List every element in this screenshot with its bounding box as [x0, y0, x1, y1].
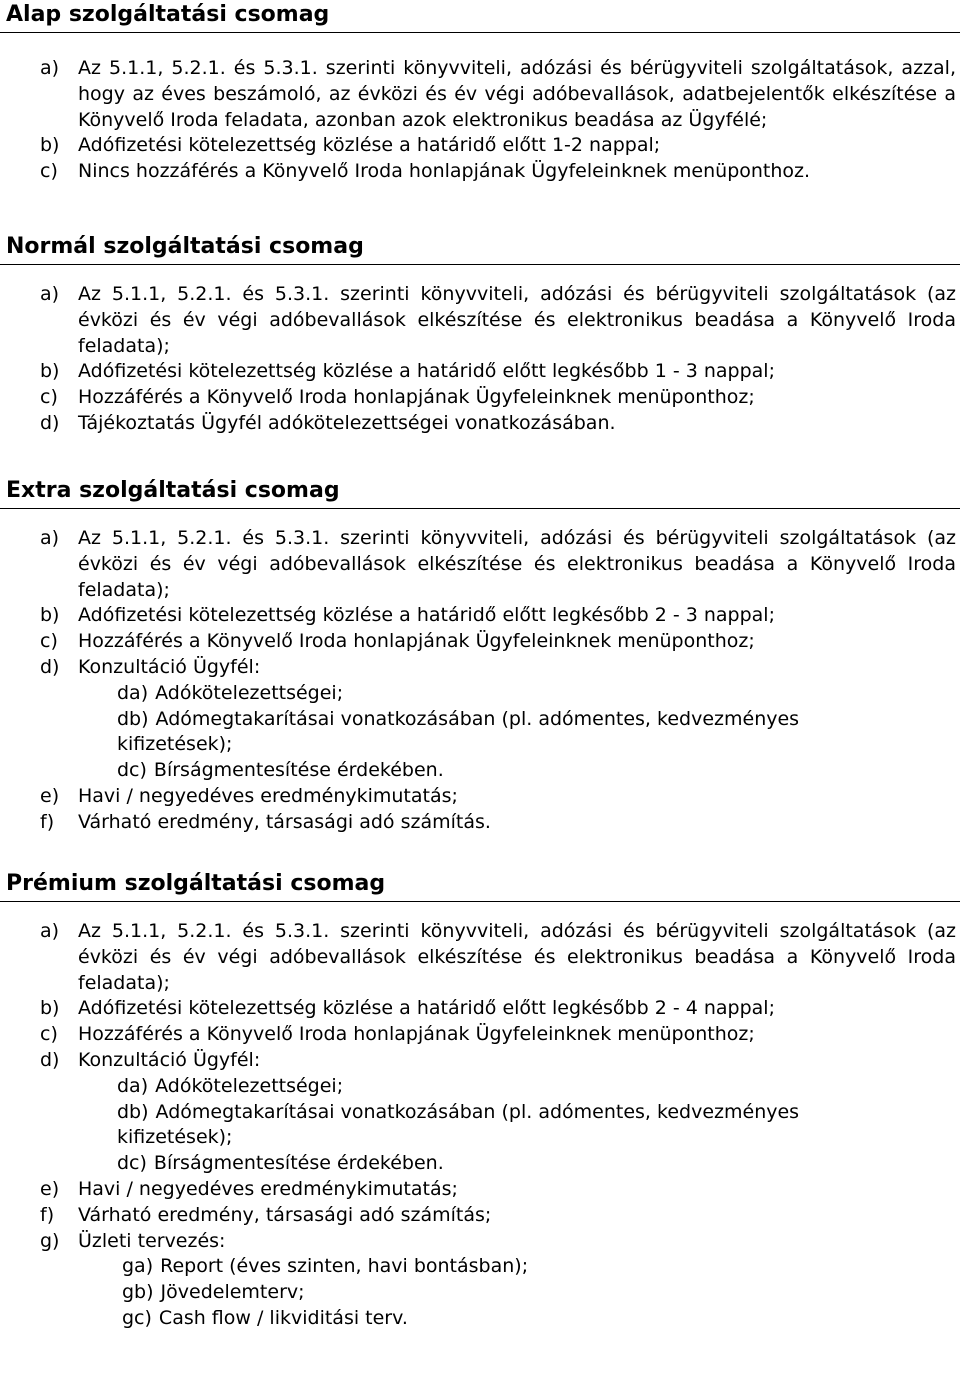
item-label: b)	[40, 604, 60, 627]
item-label: d)	[40, 655, 60, 678]
list-item	[0, 655, 960, 681]
item-label: c)	[40, 1023, 58, 1046]
sub-item-label: ga)	[122, 1255, 154, 1278]
item-text: Az 5.1.1, 5.2.1. és 5.3.1. szerinti könyvviteli, adózási és bérügyviteli szolgáltatások (az évközi és év végi adóbevallások elkészítése és elektronikus beadása a Könyvelő Iroda feladata);	[78, 920, 956, 994]
list-item	[0, 385, 960, 411]
sub-list-item	[0, 1254, 960, 1280]
sub-item-label: da)	[117, 1074, 149, 1097]
item-text: Üzleti tervezés:	[78, 1229, 226, 1252]
item-label: c)	[40, 386, 58, 409]
package-normal	[0, 232, 960, 437]
item-label: a)	[40, 920, 60, 942]
package-alap	[0, 0, 960, 185]
item-text: Adófizetési kötelezettség közlése a határidő előtt 1-2 nappal;	[78, 134, 661, 157]
list-item	[0, 1229, 960, 1255]
sub-item-label: db)	[117, 707, 149, 730]
item-label: b)	[40, 360, 60, 383]
sub-list-item	[0, 707, 960, 759]
package-title: Prémium szolgáltatási csomag	[0, 869, 960, 902]
package-title: Alap szolgáltatási csomag	[0, 0, 960, 33]
item-label: d)	[40, 1048, 60, 1071]
sub-list-item	[0, 1151, 960, 1177]
item-text: Hozzáférés a Könyvelő Iroda honlapjának Ügyfeleinknek menüponthoz;	[78, 386, 755, 409]
item-text: Az 5.1.1, 5.2.1. és 5.3.1. szerinti könyvviteli, adózási és bérügyviteli szolgáltatások, azzal, hogy az éves beszámoló, az évközi és év végi adóbevallások, adatbejelentők elkészítése a Könyvelő Iroda feladata, azonban azok elektronikus beadása az Ügyfélé;	[78, 57, 956, 131]
list-item	[0, 629, 960, 655]
sub-item-text: Adómegtakarításai vonatkozásában (pl. adómentes, kedvezményes kifizetések);	[117, 1100, 800, 1149]
item-label: c)	[40, 160, 58, 183]
package-title: Normál szolgáltatási csomag	[0, 232, 960, 265]
package-items	[0, 282, 960, 437]
sub-list-item	[0, 1074, 960, 1100]
item-label: d)	[40, 411, 60, 434]
package-title: Extra szolgáltatási csomag	[0, 476, 960, 509]
sub-list-item	[0, 758, 960, 784]
sub-item-label: dc)	[117, 1152, 147, 1175]
item-text: Adófizetési kötelezettség közlése a határidő előtt legkésőbb 1 - 3 nappal;	[78, 360, 775, 383]
sub-item-text: Adókötelezettségei;	[155, 681, 344, 704]
item-text: Konzultáció Ügyfél:	[78, 1048, 261, 1071]
item-label: f)	[40, 1203, 55, 1226]
list-item	[0, 159, 960, 185]
sub-item-text: Cash flow / likviditási terv.	[158, 1306, 408, 1329]
item-label: e)	[40, 784, 60, 807]
item-text: Adófizetési kötelezettség közlése a határidő előtt legkésőbb 2 - 4 nappal;	[78, 997, 775, 1020]
sub-item-text: Adókötelezettségei;	[155, 1074, 344, 1097]
sub-item-label: gb)	[122, 1281, 154, 1304]
package-items	[0, 919, 960, 1332]
item-label: f)	[40, 810, 55, 833]
item-text: Várható eredmény, társasági adó számítás;	[78, 1203, 492, 1226]
package-items	[0, 56, 960, 185]
item-label: a)	[40, 283, 60, 305]
item-text: Havi / negyedéves eredménykimutatás;	[78, 1177, 458, 1200]
item-label: g)	[40, 1229, 60, 1252]
list-item	[0, 133, 960, 159]
package-extra	[0, 476, 960, 836]
sub-list-item	[0, 1100, 960, 1152]
item-label: c)	[40, 630, 58, 653]
package-items	[0, 526, 960, 836]
list-item	[0, 784, 960, 810]
list-item	[0, 810, 960, 836]
sub-item-label: dc)	[117, 759, 147, 782]
item-label: b)	[40, 134, 60, 157]
item-label: b)	[40, 997, 60, 1020]
sub-list-item	[0, 1306, 960, 1332]
item-text: Az 5.1.1, 5.2.1. és 5.3.1. szerinti könyvviteli, adózási és bérügyviteli szolgáltatások (az évközi és év végi adóbevallások elkészítése és elektronikus beadása a Könyvelő Iroda feladata);	[78, 527, 956, 601]
item-text: Konzultáció Ügyfél:	[78, 655, 261, 678]
package-premium	[0, 869, 960, 1332]
item-label: a)	[40, 527, 60, 549]
item-text: Várható eredmény, társasági adó számítás.	[78, 810, 491, 833]
sub-item-text: Jövedelemterv;	[160, 1281, 305, 1304]
list-item	[0, 1177, 960, 1203]
sub-item-text: Bírságmentesítése érdekében.	[153, 1152, 444, 1175]
item-label: e)	[40, 1177, 60, 1200]
list-item	[0, 526, 960, 603]
sub-item-text: Adómegtakarításai vonatkozásában (pl. adómentes, kedvezményes kifizetések);	[117, 707, 800, 756]
sub-list-item	[0, 1280, 960, 1306]
item-label: a)	[40, 57, 60, 79]
sub-list-item	[0, 681, 960, 707]
item-text: Hozzáférés a Könyvelő Iroda honlapjának Ügyfeleinknek menüponthoz;	[78, 1023, 755, 1046]
sub-item-label: da)	[117, 681, 149, 704]
list-item	[0, 996, 960, 1022]
list-item	[0, 1022, 960, 1048]
sub-item-text: Bírságmentesítése érdekében.	[153, 759, 444, 782]
item-text: Nincs hozzáférés a Könyvelő Iroda honlapjának Ügyfeleinknek menüponthoz.	[78, 160, 811, 183]
sub-item-label: db)	[117, 1100, 149, 1123]
list-item	[0, 1203, 960, 1229]
item-text: Az 5.1.1, 5.2.1. és 5.3.1. szerinti könyvviteli, adózási és bérügyviteli szolgáltatások (az évközi és év végi adóbevallások elkészítése és elektronikus beadása a Könyvelő Iroda feladata);	[78, 283, 956, 357]
list-item	[0, 919, 960, 996]
item-text: Hozzáférés a Könyvelő Iroda honlapjának Ügyfeleinknek menüponthoz;	[78, 630, 755, 653]
list-item	[0, 1048, 960, 1074]
list-item	[0, 56, 960, 133]
sub-item-text: Report (éves szinten, havi bontásban);	[160, 1255, 529, 1278]
list-item	[0, 603, 960, 629]
item-text: Adófizetési kötelezettség közlése a határidő előtt legkésőbb 2 - 3 nappal;	[78, 604, 775, 627]
item-text: Tájékoztatás Ügyfél adókötelezettségei vonatkozásában.	[78, 411, 616, 434]
list-item	[0, 282, 960, 359]
list-item	[0, 411, 960, 437]
item-text: Havi / negyedéves eredménykimutatás;	[78, 784, 458, 807]
list-item	[0, 359, 960, 385]
sub-item-label: gc)	[122, 1306, 152, 1329]
